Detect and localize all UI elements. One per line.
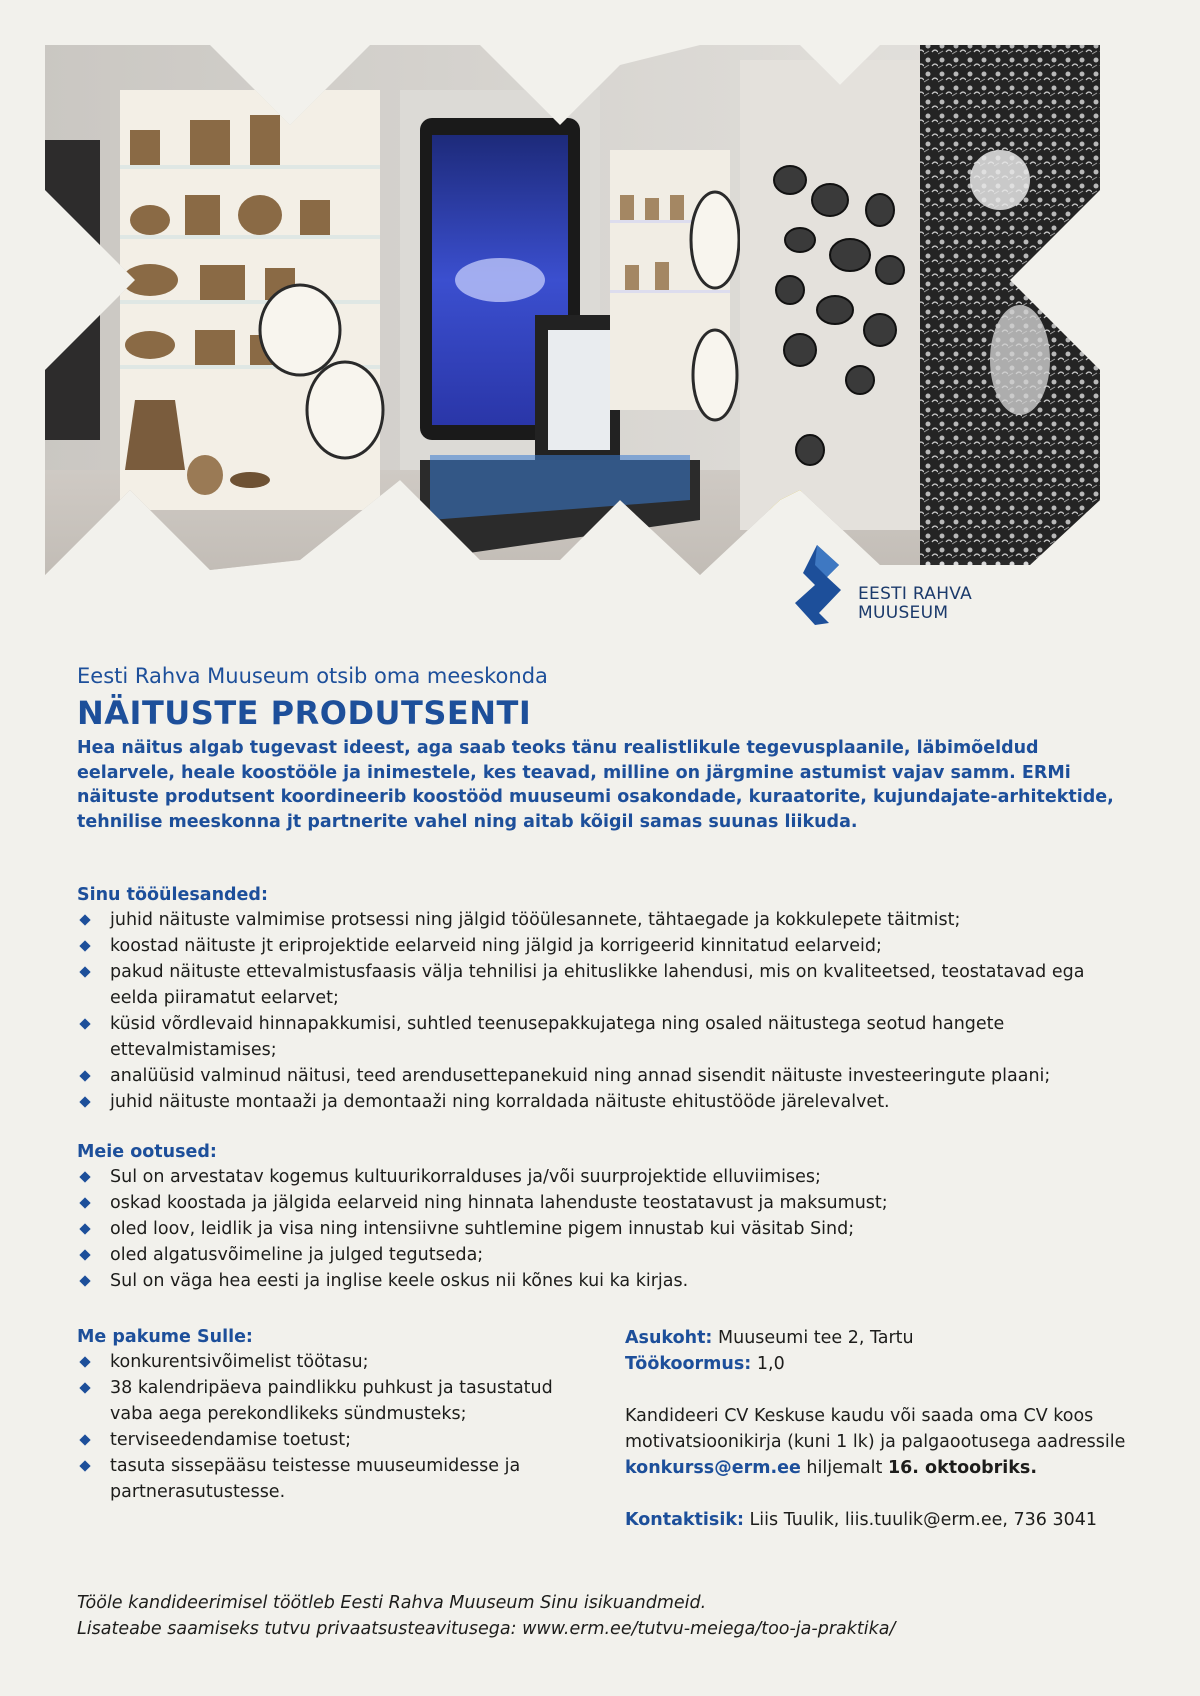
list-item: konkurentsivõimelist töötasu; [77,1349,567,1375]
bullet-diamond-icon [79,1356,90,1367]
expectations-list [77,1164,1137,1294]
privacy-footer [77,1590,895,1642]
job-details [625,1325,1135,1533]
workload-value: 1,0 [756,1354,785,1374]
bullet-diamond-icon [79,1382,90,1393]
list-item: oled loov, leidlik ja visa ning intensiivne suhtlemine pigem innustab kui väsitab Sind; [77,1216,1137,1242]
list-item: oled algatusvõimeline ja julged tegutseda; [77,1242,1137,1268]
list-item: analüüsid valminud näitusi, teed arendusettepanekuid ning annad sisendit näituste investeeringute plaani; [77,1063,1137,1089]
expectations-heading: Meie ootused: [77,1142,217,1162]
offer-list [77,1349,567,1505]
hero-photo-mosaic [0,0,1200,660]
erm-logo [795,545,1015,625]
list-item: juhid näituste montaaži ja demontaaži ning korraldada näituste ehitustööde järelevalvet. [77,1089,1137,1115]
bullet-diamond-icon [79,1275,90,1286]
job-ad-content [77,660,1137,1530]
apply-email-link[interactable]: konkurss@erm.ee [625,1458,801,1478]
page-title: NÄITUSTE PRODUTSENTI [77,694,532,732]
contact-row [625,1507,1135,1533]
workload-label: Töökoormus: [625,1354,752,1374]
list-item: Sul on väga hea eesti ja inglise keele oskus nii kõnes kui ka kirjas. [77,1268,1137,1294]
bullet-diamond-icon [79,1460,90,1471]
intro-paragraph: Hea näitus algab tugevast ideest, aga saab teoks tänu realistlikule tegevusplaanile, läbimõeldud eelarvele, heale koostööle ja inimestele, kes teavad, milline on järgmine astumist vajav samm. ERMi näituste produtsent koordineerib koostööd muuseumi osakondade, kuraatorite, kujundajate-arhitektide, tehnilise meeskonna jt partnerite vahel ning aitab kõigil samas suunas liikuda. [77,738,1114,832]
bullet-diamond-icon [79,1096,90,1107]
list-item: tasuta sissepääsu teistesse muuseumidesse ja partnerasutustesse. [77,1453,567,1505]
erm-logo-icon [795,545,853,625]
location-value: Muuseumi tee 2, Tartu [718,1328,914,1348]
logo-line-2: MUUSEUM [858,603,949,623]
tasks-list [77,907,1137,1115]
location-row [625,1325,1135,1351]
page-subtitle: Eesti Rahva Muuseum otsib oma meeskonda [77,664,548,688]
bullet-diamond-icon [79,966,90,977]
exhibition-photo [0,0,1200,660]
bullet-diamond-icon [79,1018,90,1029]
list-item: koostad näituste jt eriprojektide eelarveid ning jälgid ja korrigeerid kinnitatud eelarveid; [77,933,1137,959]
bullet-diamond-icon [79,914,90,925]
tasks-heading: Sinu tööülesanded: [77,885,268,905]
bullet-diamond-icon [79,1197,90,1208]
bullet-diamond-icon [79,940,90,951]
list-item: juhid näituste valmimise protsessi ning jälgid tööülesannete, tähtaegade ja kokkulepete täitmist; [77,907,1137,933]
list-item: Sul on arvestatav kogemus kultuurikorralduses ja/või suurprojektide elluviimises; [77,1164,1137,1190]
bullet-diamond-icon [79,1223,90,1234]
bullet-diamond-icon [79,1070,90,1081]
apply-instructions: Kandideeri CV Keskuse kaudu või saada oma CV koos motivatsioonikirja (kuni 1 lk) ja palgaootusega aadressile konkurss@erm.ee hiljemalt 16. oktoobriks. [625,1406,1126,1478]
bullet-diamond-icon [79,1171,90,1182]
bullet-diamond-icon [79,1249,90,1260]
footer-line-2: Lisateabe saamiseks tutvu privaatsusteavitusega: www.erm.ee/tutvu-meiega/too-ja-praktika/ [77,1619,896,1639]
apply-deadline: 16. oktoobriks. [887,1458,1037,1478]
logo-line-1: EESTI RAHVA [858,584,973,604]
footer-line-1: Tööle kandideerimisel töötleb Eesti Rahva Muuseum Sinu isikuandmeid. [77,1593,707,1613]
contact-label: Kontaktisik: [625,1510,744,1530]
contact-value: Liis Tuulik, liis.tuulik@erm.ee, 736 3041 [749,1510,1097,1530]
list-item: oskad koostada ja jälgida eelarveid ning hinnata lahenduste teostatavust ja maksumust; [77,1190,1137,1216]
logo-text [858,585,972,623]
bullet-diamond-icon [79,1434,90,1445]
list-item: 38 kalendripäeva paindlikku puhkust ja tasustatud vaba aega perekondlikeks sündmusteks; [77,1375,567,1427]
workload-row [625,1351,1135,1377]
list-item: küsid võrdlevaid hinnapakkumisi, suhtled teenusepakkujatega ning osaled näitustega seotud hangete ettevalmistamises; [77,1011,1137,1063]
list-item: pakud näituste ettevalmistusfaasis välja tehnilisi ja ehituslikke lahendusi, mis on kvaliteetsed, teostatavad ega eelda piiramatut eelarvet; [77,959,1137,1011]
list-item: terviseedendamise toetust; [77,1427,567,1453]
offer-heading: Me pakume Sulle: [77,1327,253,1347]
location-label: Asukoht: [625,1328,713,1348]
